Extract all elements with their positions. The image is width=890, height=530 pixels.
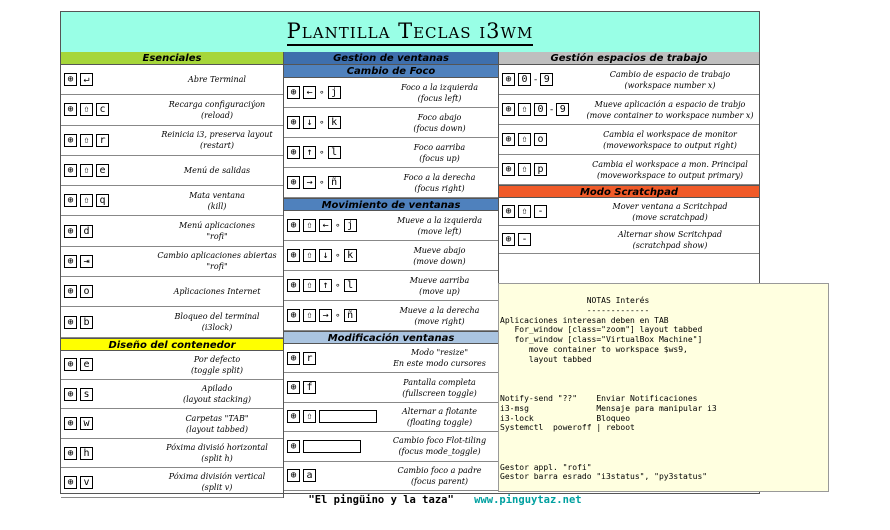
section-header-container-layout: Diseño del contenedor (61, 338, 283, 351)
mod-key-icon: ⊕ (64, 417, 77, 430)
key-cap: 0 (534, 103, 547, 116)
key-cap (303, 440, 361, 453)
shortcut-description (153, 95, 281, 124)
title-bar (61, 12, 759, 53)
command-line: (toggle split) (191, 365, 243, 375)
key-combo (64, 156, 109, 185)
shortcut-description (382, 168, 497, 197)
key-combo (64, 216, 93, 245)
section-header-workspaces: Gestión espacios de trabajo (499, 52, 759, 65)
command-line: (move down) (413, 256, 466, 266)
key-separator: ∘ (319, 87, 325, 98)
command-line: (moveworkspace to output right) (603, 140, 737, 150)
command-line: (move container to workspace number x) (586, 110, 754, 120)
command-line: (scratchpad show) (632, 240, 708, 250)
shortcut-row (61, 186, 283, 216)
description-line: Pantalla completa (403, 377, 476, 387)
description-line: Aplicaciones Internet (173, 287, 261, 297)
command-line: (layout tabbed) (186, 424, 248, 434)
key-cap: a (303, 469, 316, 482)
shortcut-description (382, 373, 497, 401)
shift-key-icon: ⇧ (303, 410, 316, 423)
shortcut-row (61, 439, 283, 468)
shortcut-description (153, 186, 281, 215)
key-separator: ∘ (335, 280, 341, 291)
key-separator: ∘ (319, 147, 325, 158)
key-combo (64, 439, 93, 467)
shortcut-description (153, 307, 281, 336)
key-cap: q (96, 194, 109, 207)
description-line: Póxima divisió horizontal (166, 443, 268, 453)
shortcut-description (153, 277, 281, 306)
mod-key-icon: ⊕ (64, 316, 77, 329)
shortcut-description (581, 65, 759, 94)
mod-key-icon: ⊕ (64, 285, 77, 298)
shortcut-description (382, 301, 497, 330)
shift-key-icon: ⇧ (303, 309, 316, 322)
mod-key-icon: ⊕ (64, 73, 77, 86)
shortcut-row (284, 301, 498, 331)
shortcut-row (61, 216, 283, 246)
shortcut-description (382, 211, 497, 240)
key-cap: r (303, 352, 316, 365)
command-line: (i3lock) (201, 323, 233, 333)
scratchpad-rows (499, 198, 759, 254)
command-line: (workspace number x) (624, 80, 716, 90)
footer-website-link[interactable]: www.pinguytaz.net (474, 494, 582, 506)
command-line: (focus parent) (410, 476, 469, 486)
shortcut-row (61, 156, 283, 186)
description-line: Reinicia i3, preserva layout (161, 130, 273, 140)
key-separator: ∘ (319, 177, 325, 188)
shortcut-description (581, 125, 759, 154)
key-cap: e (96, 164, 109, 177)
key-cap: → (319, 309, 332, 322)
shortcut-row (284, 138, 498, 168)
mod-key-icon: ⊕ (287, 219, 300, 232)
shortcut-description (153, 351, 281, 379)
column-essentials (61, 52, 284, 498)
mod-key-icon: ⊕ (287, 249, 300, 262)
shortcut-row (499, 198, 759, 226)
command-line: (floating toggle) (406, 417, 473, 427)
notes-text: NOTAS Interés ------------- Aplicaciones interesan deben en TAB For_window [class="zoom"] layout tabbed for_window [class="VirtualBox Machine"] move container to workspace $ws9, layout tabbed Notify-send "??" Enviar Notificaciones i3-msg Mensaje para manipular i3 i3-lock Bloqueo Systemctl poweroff | reboot Gestor appl. "rofi" Gestor barra esrado "i3status", "py3status" (500, 296, 717, 482)
mod-key-icon: ⊕ (287, 440, 300, 453)
page-title: Plantilla Teclas i3wm (287, 19, 534, 46)
description-line: Póxima división vertical (168, 472, 266, 482)
description-line: Foco a la derecha (403, 172, 476, 182)
command-line: "rofi" (206, 262, 228, 272)
key-cap: 9 (540, 73, 553, 86)
key-combo (287, 211, 357, 240)
key-combo (287, 271, 357, 300)
mod-key-icon: ⊕ (287, 86, 300, 99)
key-cap: c (96, 103, 109, 116)
key-combo (64, 380, 93, 408)
shortcut-row (284, 108, 498, 138)
description-line: Mata ventana (189, 190, 245, 200)
shortcut-row (284, 271, 498, 301)
key-cap: w (80, 417, 93, 430)
mod-key-icon: ⊕ (287, 352, 300, 365)
key-combo (64, 126, 109, 155)
essentials-rows (61, 65, 283, 338)
key-cap: - (518, 233, 531, 246)
key-separator: ∘ (319, 117, 325, 128)
shortcut-description (153, 380, 281, 408)
key-cap (319, 410, 377, 423)
mod-key-icon: ⊕ (287, 176, 300, 189)
key-cap: ñ (328, 176, 341, 189)
key-cap: → (303, 176, 316, 189)
mod-key-icon: ⊕ (64, 388, 77, 401)
section-header-window-modification: Modificación ventanas (284, 331, 498, 344)
command-line: (fullscreen toggle) (402, 388, 477, 398)
key-cap: ↓ (303, 116, 316, 129)
description-line: Cambia el workspace de monitor (603, 129, 737, 139)
command-line: (focus right) (414, 183, 465, 193)
description-line: Mueve aarriba (409, 275, 470, 285)
shortcut-row (284, 241, 498, 271)
key-combo (502, 155, 547, 184)
shift-key-icon: ⇧ (518, 133, 531, 146)
description-line: Foco aarriba (413, 142, 466, 152)
shortcut-description (382, 108, 497, 137)
key-cap: l (344, 279, 357, 292)
description-line: Mueve a la derecha (399, 305, 480, 315)
section-header-window-movement: Movimiento de ventanas (284, 198, 498, 211)
notes-panel (498, 283, 829, 492)
description-line: Mueve abajo (413, 245, 466, 255)
shortcut-row (284, 432, 498, 461)
mod-key-icon: ⊕ (64, 447, 77, 460)
key-cap: 9 (556, 103, 569, 116)
key-combo (287, 78, 341, 107)
description-line: Mover ventana a Scritchpad (612, 201, 728, 211)
shortcut-row (284, 78, 498, 108)
key-cap: ← (303, 86, 316, 99)
shortcut-row (499, 65, 759, 95)
command-line: (kill) (207, 201, 227, 211)
mod-key-icon: ⊕ (64, 225, 77, 238)
shift-key-icon: ⇧ (80, 103, 93, 116)
movement-rows (284, 211, 498, 331)
description-line: Cambio aplicaciones abiertas (157, 251, 277, 261)
key-combo (287, 403, 377, 431)
shortcut-row (499, 226, 759, 254)
shortcut-row (61, 307, 283, 337)
key-combo (64, 351, 93, 379)
shortcut-description (153, 468, 281, 496)
key-cap: k (344, 249, 357, 262)
description-line: Mueve aplicación a espacio de trabjo (594, 99, 746, 109)
command-line: (restart) (200, 141, 234, 151)
key-separator: - (550, 104, 554, 115)
key-cap: ↓ (319, 249, 332, 262)
footer-quote: "El pingüino y la taza" (308, 494, 454, 506)
key-cap: ñ (344, 309, 357, 322)
mod-key-icon: ⊕ (287, 410, 300, 423)
column-workspaces (499, 52, 759, 254)
mod-key-icon: ⊕ (287, 381, 300, 394)
mod-key-icon: ⊕ (502, 103, 515, 116)
key-combo (64, 186, 109, 215)
command-line: En este modo cursores (393, 359, 486, 369)
description-line: Bloqueo del terminal (174, 312, 260, 322)
description-line: Foco a la izquierda (400, 82, 478, 92)
key-combo (502, 65, 553, 94)
command-line: (split h) (201, 454, 233, 464)
section-header-focus: Cambio de Foco (284, 65, 498, 78)
description-line: Apilado (201, 384, 233, 394)
command-line: (moveworkspace to output primary) (597, 170, 743, 180)
mod-key-icon: ⊕ (287, 469, 300, 482)
mod-key-icon: ⊕ (287, 146, 300, 159)
description-line: Menú de salidas (183, 166, 251, 176)
shift-key-icon: ⇧ (518, 163, 531, 176)
shortcut-description (382, 344, 497, 372)
shortcut-row (61, 380, 283, 409)
command-line: (focus mode_toggle) (398, 447, 481, 457)
key-cap: b (80, 316, 93, 329)
shift-key-icon: ⇧ (303, 249, 316, 262)
mod-key-icon: ⊕ (287, 116, 300, 129)
mod-key-icon: ⊕ (502, 133, 515, 146)
mod-key-icon: ⊕ (64, 476, 77, 489)
shortcut-description (153, 247, 281, 276)
shortcut-description (153, 409, 281, 437)
shift-key-icon: ⇧ (518, 103, 531, 116)
command-line: (split v) (201, 483, 233, 493)
key-cap: j (328, 86, 341, 99)
section-header-essentials: Esenciales (61, 52, 283, 65)
shortcut-row (61, 409, 283, 438)
key-combo (64, 409, 93, 437)
key-combo (287, 462, 316, 490)
shortcut-row (284, 373, 498, 402)
shortcut-description (382, 138, 497, 167)
shortcut-description (382, 462, 497, 490)
key-cap: l (328, 146, 341, 159)
command-line: "rofi" (206, 232, 228, 242)
command-line: (move scratchpad) (632, 212, 708, 222)
key-combo (64, 95, 109, 124)
key-combo (64, 247, 93, 276)
shortcut-description (153, 156, 281, 185)
key-cap: e (80, 358, 93, 371)
description-line: Cambio foco Flot-tiling (392, 436, 487, 446)
key-cap: ← (319, 219, 332, 232)
key-combo (287, 373, 316, 401)
shift-key-icon: ⇧ (80, 194, 93, 207)
key-cap: - (534, 205, 547, 218)
workspace-rows (499, 65, 759, 185)
shortcut-description (153, 65, 281, 94)
description-line: Mueve a la izquierda (396, 215, 483, 225)
key-combo (287, 432, 361, 460)
mod-key-icon: ⊕ (64, 255, 77, 268)
key-combo (502, 226, 531, 253)
shortcut-row (284, 344, 498, 373)
description-line: Alternar a flotante (402, 406, 477, 416)
description-line: Cambio de espacio de trabajo (609, 69, 731, 79)
shift-key-icon: ⇧ (518, 205, 531, 218)
key-cap: ↑ (303, 146, 316, 159)
key-cap: f (303, 381, 316, 394)
shortcut-row (61, 65, 283, 95)
shortcut-description (382, 432, 497, 460)
description-line: Por defecto (193, 354, 241, 364)
shift-key-icon: ⇧ (80, 164, 93, 177)
shortcut-row (61, 277, 283, 307)
key-cap: r (96, 134, 109, 147)
command-line: (focus down) (413, 123, 466, 133)
shortcut-description (581, 198, 759, 225)
description-line: Abre Terminal (188, 75, 246, 85)
column-window-management (284, 52, 499, 491)
key-cap: v (80, 476, 93, 489)
shortcut-description (382, 78, 497, 107)
key-separator: ∘ (335, 250, 341, 261)
description-line: Foco abajo (417, 112, 462, 122)
mod-key-icon: ⊕ (287, 279, 300, 292)
key-cap: ↑ (319, 279, 332, 292)
shortcut-row (284, 211, 498, 241)
command-line: (move up) (419, 286, 460, 296)
description-line: Recarga configuraciýon (168, 99, 266, 109)
key-cap: d (80, 225, 93, 238)
command-line: (move left) (417, 226, 462, 236)
key-combo (502, 198, 547, 225)
mod-key-icon: ⊕ (64, 134, 77, 147)
key-combo (287, 138, 341, 167)
key-cap: ↵ (80, 73, 93, 86)
container-layout-rows (61, 351, 283, 498)
section-header-window-management: Gestion de ventanas (284, 52, 498, 65)
shortcut-row (61, 247, 283, 277)
shortcut-row (499, 95, 759, 125)
key-combo (287, 108, 341, 137)
shift-key-icon: ⇧ (80, 134, 93, 147)
description-line: Menú aplicaciones (179, 221, 255, 231)
shortcut-description (581, 95, 759, 124)
shortcut-row (61, 126, 283, 156)
key-cap: p (534, 163, 547, 176)
mod-key-icon: ⊕ (64, 164, 77, 177)
shortcut-description (153, 216, 281, 245)
shortcut-description (382, 271, 497, 300)
shortcut-description (382, 241, 497, 270)
modification-rows (284, 344, 498, 491)
shortcut-row (284, 403, 498, 432)
shortcut-description (153, 126, 281, 155)
key-cap: o (80, 285, 93, 298)
key-combo (502, 95, 569, 124)
mod-key-icon: ⊕ (502, 205, 515, 218)
key-combo (64, 65, 93, 94)
description-line: Cambio foco a padre (397, 465, 482, 475)
shift-key-icon: ⇧ (303, 279, 316, 292)
key-cap: h (80, 447, 93, 460)
shortcut-description (382, 403, 497, 431)
key-separator: ∘ (335, 220, 341, 231)
mod-key-icon: ⊕ (502, 163, 515, 176)
key-cap: ⇥ (80, 255, 93, 268)
focus-rows (284, 78, 498, 198)
mod-key-icon: ⊕ (502, 73, 515, 86)
command-line: (focus left) (417, 93, 462, 103)
command-line: (focus up) (419, 153, 460, 163)
key-cap: j (344, 219, 357, 232)
key-separator: ∘ (335, 310, 341, 321)
shortcut-row (284, 168, 498, 198)
command-line: (move right) (414, 316, 465, 326)
mod-key-icon: ⊕ (64, 358, 77, 371)
key-cap: o (534, 133, 547, 146)
shortcut-description (153, 439, 281, 467)
key-separator: - (534, 74, 538, 85)
command-line: (reload) (200, 110, 234, 120)
shortcut-row (284, 462, 498, 491)
mod-key-icon: ⊕ (64, 103, 77, 116)
key-cap: k (328, 116, 341, 129)
description-line: Modo "resize" (410, 348, 469, 358)
shortcut-description (581, 226, 759, 253)
shortcut-row (61, 351, 283, 380)
key-combo (287, 344, 316, 372)
key-combo (64, 307, 93, 336)
footer (0, 494, 890, 506)
key-combo (287, 241, 357, 270)
command-line: (layout stacking) (182, 395, 252, 405)
key-combo (64, 468, 93, 496)
description-line: Carpetas "TAB" (185, 413, 249, 423)
key-combo (64, 277, 93, 306)
shortcut-row (499, 155, 759, 185)
mod-key-icon: ⊕ (64, 194, 77, 207)
description-line: Alternar show Scritchpad (617, 229, 723, 239)
description-line: Cambia el workspace a mon. Principal (592, 159, 748, 169)
key-combo (287, 301, 357, 330)
key-cap: 0 (518, 73, 531, 86)
shortcut-description (581, 155, 759, 184)
key-combo (502, 125, 547, 154)
key-combo (287, 168, 341, 197)
mod-key-icon: ⊕ (287, 309, 300, 322)
key-cap: s (80, 388, 93, 401)
shortcut-row (61, 95, 283, 125)
section-header-scratchpad: Modo Scratchpad (499, 185, 759, 198)
shortcut-row (499, 125, 759, 155)
shift-key-icon: ⇧ (303, 219, 316, 232)
mod-key-icon: ⊕ (502, 233, 515, 246)
